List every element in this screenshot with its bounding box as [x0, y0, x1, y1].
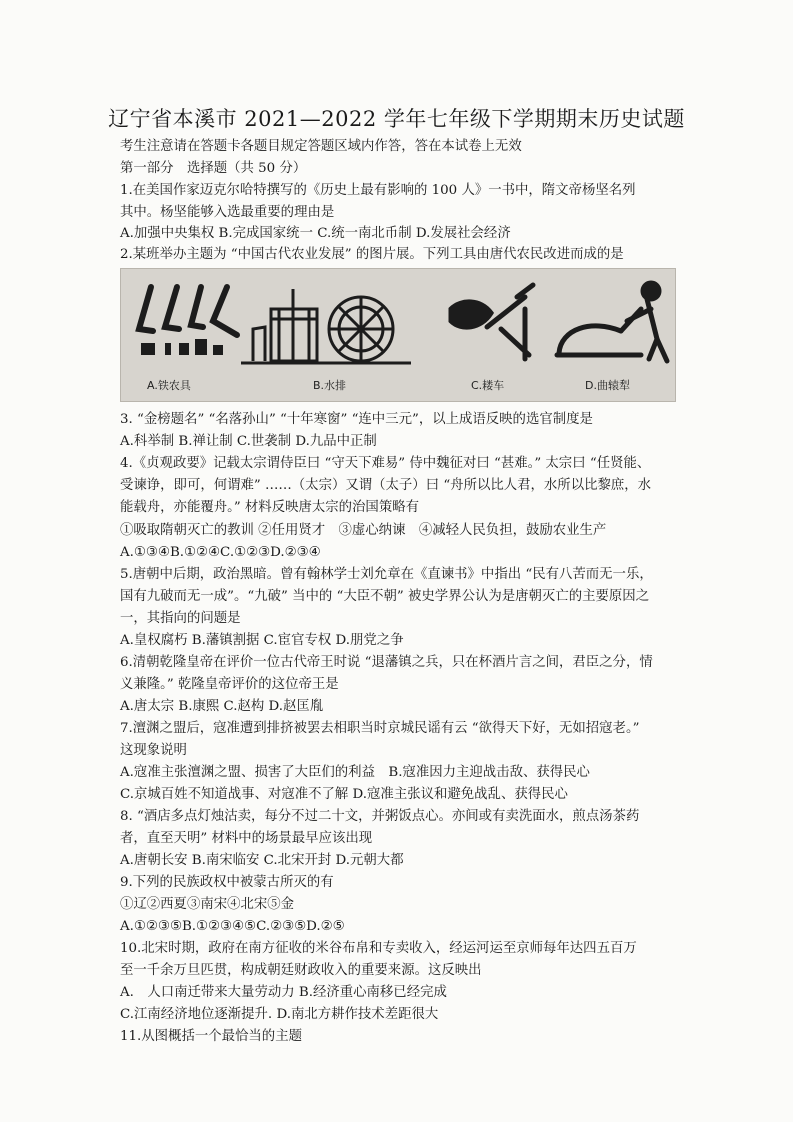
question-line: C.京城百姓不知道战事、对寇准不了解 D.寇准主张议和避免战乱、获得民心	[120, 787, 568, 802]
question-line: C.江南经济地位逐渐提升. D.南北方耕作技术差距很大	[120, 1007, 439, 1022]
question-line: 至一千余万旦匹贯，构成朝廷财政收入的重要来源。这反映出	[120, 963, 482, 978]
iron-tools-drawing	[139, 287, 237, 335]
question-line: ①辽②西夏③南宋④北宋⑤金	[120, 897, 295, 912]
farm-tools-illustration	[121, 269, 675, 401]
caption-d: D.曲辕犁	[585, 379, 630, 392]
question-line: 能载舟，亦能覆舟。” 材料反映唐太宗的治国策略有	[120, 500, 419, 515]
question-line: 7.澶渊之盟后，寇准遭到排挤被罢去相职当时京城民谣有云 “欲得天下好，无如招寇老。”	[120, 721, 640, 736]
question-line: 一，其指向的问题是	[120, 611, 241, 626]
question-line: 10.北宋时期，政府在南方征收的米谷布帛和专卖收入，经运河运至京师每年达四五百万	[120, 941, 637, 956]
section-heading: 第一部分 选择题（共 50 分）	[120, 161, 307, 176]
question-line: 9.下列的民族政权中被蒙古所灭的有	[120, 875, 334, 890]
farm-tools-figure	[120, 268, 676, 402]
caption-a: A.铁农具	[147, 379, 191, 392]
question-line: 5.唐朝中后期，政治黑暗。曾有翰林学士刘允章在《直谏书》中指出 “民有八苦而无一乐，	[120, 567, 653, 582]
question-line: 11.从图概括一个最恰当的主题	[120, 1029, 302, 1044]
question-line: 其中。杨坚能够入选最重要的理由是	[120, 205, 335, 220]
question-line: A.①③④B.①②④C.①②③D.②③④	[120, 545, 321, 560]
question-line: 4.《贞观政要》记载太宗谓侍臣曰 “守天下难易” 侍中魏征对曰 “甚难。” 太宗曰 “任贤能、	[120, 456, 651, 471]
question-line: ①吸取隋朝灭亡的教训 ②任用贤才 ③虚心纳谏 ④减轻人民负担，鼓励农业生产	[120, 523, 607, 538]
iron-blades-drawing	[141, 339, 223, 355]
question-line: A.寇准主张澶渊之盟、损害了大臣们的利益 B.寇准因力主迎战击敌、获得民心	[120, 765, 590, 780]
question-line: A.①②③⑤B.①②③④⑤C.②③⑤D.②⑤	[120, 919, 345, 934]
seed-drill-drawing	[451, 285, 533, 359]
question-line: 受谏诤，即可，何谓难” ……（太宗）又谓（太子）曰 “舟所以比人君，水所以比黎庶，水	[120, 478, 652, 493]
question-line: 1.在美国作家迈克尔哈特撰写的《历史上最有影响的 100 人》一书中，隋文帝杨坚名列	[120, 183, 636, 198]
question-line: 国有九破而无一成”。“九破” 当中的 “大臣不朝” 被史学界公认为是唐朝灭亡的主要原因之	[120, 589, 650, 604]
question-line: 2.某班举办主题为 “中国古代农业发展” 的图片展。下列工具由唐代农民改进而成的是	[120, 247, 624, 262]
question-line: 6.清朝乾隆皇帝在评价一位古代帝王时说 “退藩镇之兵，只在杯酒片言之间，君臣之分，情	[120, 655, 653, 670]
question-line: 这现象说明	[120, 743, 187, 758]
curved-plough-drawing	[557, 283, 667, 361]
question-line: 8. “酒店多点灯烛沽卖，每分不过二十文，并粥饭点心。亦间或有卖洗面水，煎点汤茶药	[120, 809, 640, 824]
question-line: A.皇权腐朽 B.藩镇割据 C.宦官专权 D.朋党之争	[120, 633, 404, 648]
notice-line: 考生注意请在答题卡各题目规定答题区域内作答，答在本试卷上无效	[120, 139, 522, 154]
question-line: A.唐太宗 B.康熙 C.赵构 D.赵匡胤	[120, 699, 324, 714]
question-line: 者，直至天明” 材料中的场景最早应该出现	[120, 831, 373, 846]
caption-c: C.耧车	[471, 379, 505, 392]
question-line: A.唐朝长安 B.南宋临安 C.北宋开封 D.元朝大都	[120, 853, 404, 868]
page-title: 辽宁省本溪市 2021—2022 学年七年级下学期期末历史试题	[108, 107, 685, 131]
question-line: A.加强中央集权 B.完成国家统一 C.统一南北币制 D.发展社会经济	[120, 226, 511, 241]
question-line: 3. “金榜题名” “名落孙山” “十年寒窗” “连中三元”，以上成语反映的选官制度是	[120, 412, 593, 427]
caption-b: B.水排	[313, 379, 347, 392]
question-line: 义兼隆。” 乾隆皇帝评价的这位帝王是	[120, 677, 339, 692]
question-line: A.科举制 B.禅让制 C.世袭制 D.九品中正制	[120, 434, 377, 449]
water-bellows-drawing	[241, 289, 411, 363]
question-line: A. 人口南迁带来大量劳动力 B.经济重心南移已经完成	[120, 985, 447, 1000]
